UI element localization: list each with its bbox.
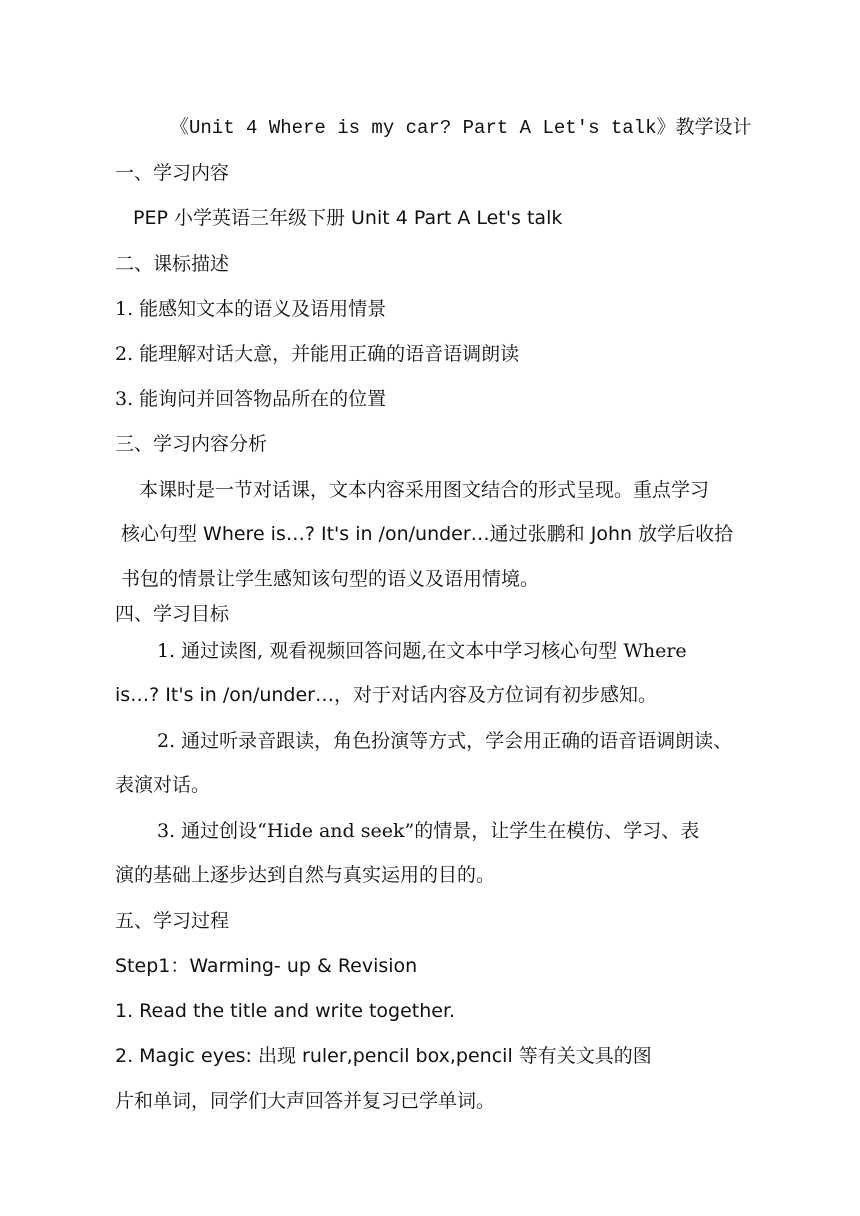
document-title: 《Unit 4 Where is my car? Part A Let's talk》教学设计 xyxy=(170,117,752,139)
goal-line-3: 2. 通过听录音跟读，角色扮演等方式，学会用正确的语音语调朗读、 xyxy=(157,730,733,752)
section-heading-1: 一、学习内容 xyxy=(115,162,230,184)
analysis-line-1: 本课时是一节对话课，文本内容采用图文结合的形式呈现。重点学习 xyxy=(139,479,710,501)
goal-line-1: 1. 通过读图, 观看视频回答问题,在文本中学习核心句型 Where xyxy=(157,640,687,662)
goal-line-5: 3. 通过创设“Hide and seek”的情景，让学生在模仿、学习、表 xyxy=(157,820,700,842)
section-heading-5: 五、学习过程 xyxy=(115,910,230,932)
standard-item-3: 3. 能询问并回答物品所在的位置 xyxy=(115,388,387,410)
goal-line-2: is…? It's in /on/under…，对于对话内容及方位词有初步感知。 xyxy=(115,684,657,706)
section-heading-2: 二、课标描述 xyxy=(115,253,230,275)
process-item-1: 1. Read the title and write together. xyxy=(115,1000,456,1022)
section-body-1: PEP 小学英语三年级下册 Unit 4 Part A Let's talk xyxy=(133,207,563,229)
process-item-2-continued: 片和单词，同学们大声回答并复习已学单词。 xyxy=(115,1090,496,1112)
goal-line-4: 表演对话。 xyxy=(115,774,211,796)
process-step-heading: Step1：Warming- up & Revision xyxy=(115,955,418,977)
process-item-2: 2. Magic eyes: 出现 ruler,pencil box,pencil 等有关文具的图 xyxy=(115,1045,652,1067)
standard-item-1: 1. 能感知文本的语义及语用情景 xyxy=(115,298,387,320)
goal-line-6: 演的基础上逐步达到自然与真实运用的目的。 xyxy=(115,864,496,886)
section-heading-3: 三、学习内容分析 xyxy=(115,433,268,455)
standard-item-2: 2. 能理解对话大意，并能用正确的语音语调朗读 xyxy=(115,343,520,365)
analysis-line-2: 核心句型 Where is…? It's in /on/under…通过张鹏和 John 放学后收拾 xyxy=(121,523,734,545)
section-heading-4: 四、学习目标 xyxy=(115,603,230,625)
analysis-line-3: 书包的情景让学生感知该句型的语义及语用情境。 xyxy=(121,568,540,590)
